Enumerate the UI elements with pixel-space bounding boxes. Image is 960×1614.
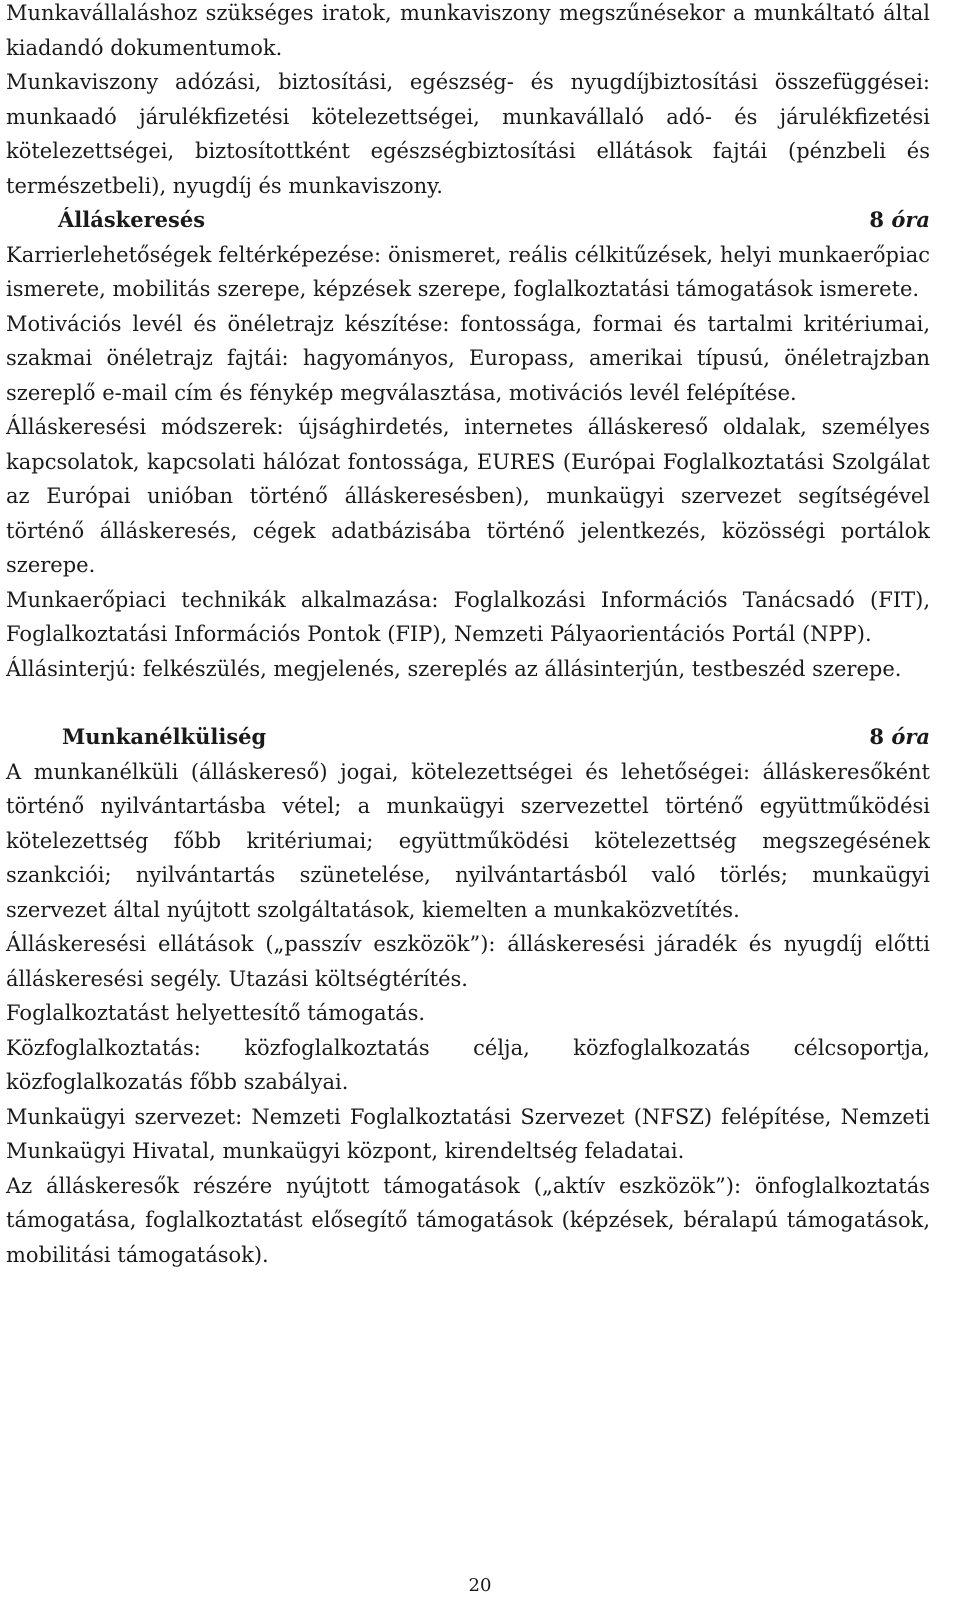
section-title: Munkanélküliség [62,724,267,749]
hours-number: 8 [869,207,884,232]
section1-paragraph: Álláskeresési módszerek: újsághirdetés, internetes álláskereső oldalak, személyes kapcsolatok, kapcsolati hálózat fontossága, EURES (Európai Foglalkoztatási Szolgálat az Európai unióban történő álláskeresésben), munkaügyi szervezet segítségével történő álláskeresés, cégek adatbázisába történő jelentkezés, közösségi portálok szerepe. [6,415,930,577]
section-heading-munkanelkuliseg [6,720,930,755]
section2-paragraph: Foglalkoztatást helyettesítő támogatás. [6,1001,426,1025]
section-hours [869,720,930,755]
document-page [6,0,930,1272]
section1-paragraph: Motivációs levél és önéletrajz készítése: fontossága, formai és tartalmi kritériumai, szakmai önéletrajz fajtái: hagyományos, Europass, amerikai típusú, önéletrajzban szereplő e-mail cím és fénykép megválasztása, motivációs levél felépítése. [6,311,930,405]
section2-paragraph: Közfoglalkoztatás: közfoglalkoztatás célja, közfoglalkozatás célcsoportja, közfoglalkozatás főbb szabályai. [6,1035,930,1094]
section2-paragraph: Az álláskeresők részére nyújtott támogatások („aktív eszközök”): önfoglalkoztatás támogatása, foglalkoztatást elősegítő támogatások (képzések, béralapú támogatások, mobilitási támogatások). [6,1173,930,1267]
section1-paragraph: Karrierlehetőségek feltérképezése: önismeret, reális célkitűzések, helyi munkaerőpiac ismerete, mobilitás szerepe, képzések szerepe, foglalkoztatási támogatások ismerete. [6,242,930,301]
intro-paragraph-1: Munkavállaláshoz szükséges iratok, munkaviszony megszűnésekor a munkáltató által kiadandó dokumentumok. [6,1,930,60]
section2-paragraph: A munkanélküli (álláskereső) jogai, kötelezettségei és lehetőségei: álláskeresőként történő nyilvántartásba vétel; a munkaügyi szervezettel történő együttműködési kötelezettség főbb kritériumai; együttműködési kötelezettség megszegésének szankciói; nyilvántartás szünetelése, nyilvántartásból való törlés; munkaügyi szervezet által nyújtott szolgáltatások, kiemelten a munkaközvetítés. [6,759,930,922]
section1-paragraph: Munkaerőpiaci technikák alkalmazása: Foglalkozási Információs Tanácsadó (FIT), Foglalkoztatási Információs Pontok (FIP), Nemzeti Pályaorientációs Portál (NPP). [6,587,930,646]
page-number: 20 [468,1575,492,1596]
hours-unit: óra [891,724,930,749]
hours-number: 8 [869,724,884,749]
section2-paragraph: Álláskeresési ellátások („passzív eszközök”): álláskeresési járadék és nyugdíj előtti álláskeresési segély. Utazási költségtérítés. [6,932,930,991]
section1-paragraph: Állásinterjú: felkészülés, megjelenés, szereplés az állásinterjún, testbeszéd szerepe. [6,656,902,681]
section-hours [869,203,930,238]
intro-paragraph-2: Munkaviszony adózási, biztosítási, egészség- és nyugdíjbiztosítási összefüggései: munkaadó járulékfizetési kötelezettségei, munkavállaló adó- és járulékfizetési kötelezettségei, biztosítottként egészségbiztosítási ellátások fajtái (pénzbeli és természetbeli), nyugdíj és munkaviszony. [6,70,930,198]
section-heading-allaskereses [6,203,930,238]
section-title: Álláskeresés [58,207,206,232]
section2-paragraph: Munkaügyi szervezet: Nemzeti Foglalkoztatási Szervezet (NFSZ) felépítése, Nemzeti Munkaügyi Hivatal, munkaügyi központ, kirendeltség feladatai. [6,1104,930,1163]
hours-unit: óra [891,207,930,232]
